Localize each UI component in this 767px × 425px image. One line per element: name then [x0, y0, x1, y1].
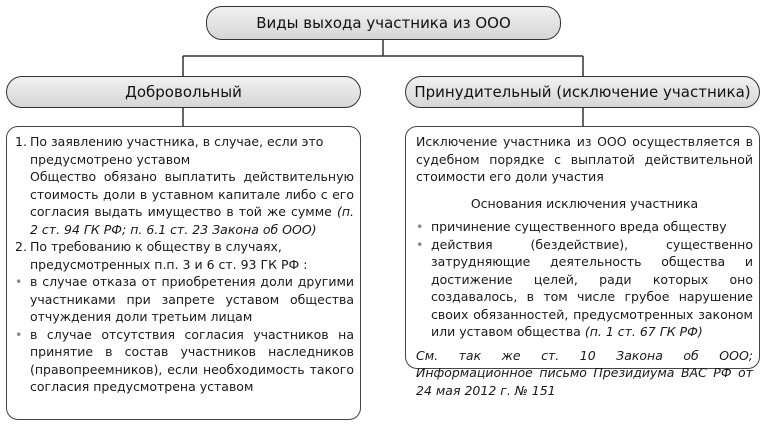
root-title: Виды выхода участника из ООО — [256, 14, 511, 32]
item-description — [15, 168, 354, 238]
grounds-subheading: Основания исключения участника — [470, 195, 699, 211]
item-heading: По заявлению участника, в случае, если это предусмотрено уставом — [30, 134, 324, 167]
item-reference: (п. 2 ст. 94 ГК РФ; п. 6.1 ст. 23 Закона об ООО) — [30, 204, 354, 237]
forced-node — [405, 76, 760, 108]
bullet-reference: (п. 1 ст. 67 ГК РФ) — [584, 324, 703, 339]
item-number: 1. — [15, 134, 27, 149]
list-item: • в случае отказа от приобретения доли другими участниками при запрете уставом общества отчуждения доли третьим лицам — [15, 274, 354, 324]
list-item: • действия (бездействие), существенно затрудняющие деятельность общества и достижение целей, ради которых оно создавалось, в том числе грубое нарушение своих обязанностей, предусмотренных законом или уставом общества (п. 1 ст. 67 ГК РФ) — [416, 236, 753, 339]
list-item: • в случае отсутствия согласия участников на принятие в состав участников наследников (правопреемников), если необходимость такого согласия предусмотрена уставом — [15, 326, 354, 394]
voluntary-node — [6, 76, 361, 108]
forced-note: См. так же ст. 10 Закона об ООО; Информационное письмо Президиума ВАС РФ от 24 мая 2012 г. № 151 — [416, 347, 753, 398]
item-body: Общество обязано выплатить действительную стоимость доли в уставном капитале либо с его согласия выдать имущество в той же сумме — [30, 169, 354, 219]
item-number: 2. — [15, 239, 27, 254]
voluntary-item-2 — [15, 238, 354, 273]
voluntary-item-1 — [15, 133, 354, 168]
bullet-icon: • — [15, 326, 23, 342]
voluntary-title: Добровольный — [125, 83, 242, 101]
bullet-icon: • — [416, 219, 424, 234]
forced-title: Принудительный (исключение участника) — [414, 83, 751, 101]
list-item: • причинение существенного вреда обществу — [416, 219, 727, 234]
root-node — [206, 6, 561, 40]
forced-intro: Исключение участника из ООО осуществляется в судебном порядке с выплатой действительной стоимости его доли участия — [416, 134, 753, 184]
item-heading: По требованию к обществу в случаях, предусмотренных п.п. 3 и 6 ст. 93 ГК РФ : — [30, 239, 308, 272]
bullet-icon: • — [15, 274, 23, 289]
forced-details-box — [405, 126, 760, 398]
bullet-icon: • — [416, 236, 424, 252]
voluntary-details-box — [6, 126, 361, 420]
